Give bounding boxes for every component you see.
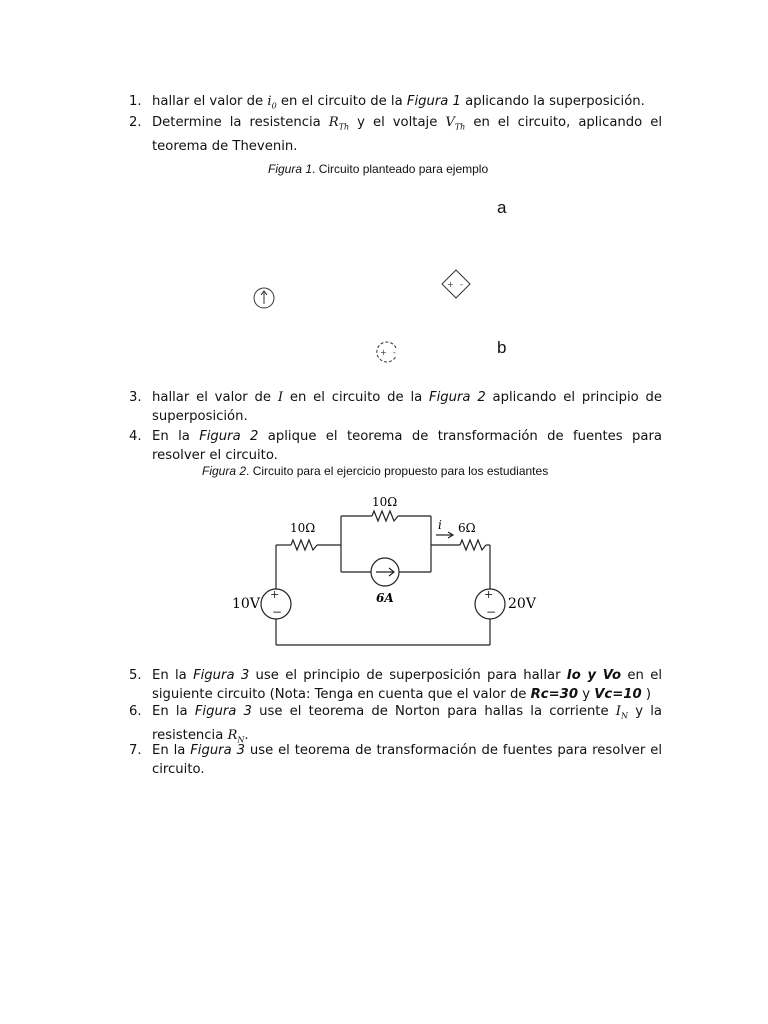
item-number: 6. (129, 704, 142, 719)
item-text: En la Figura 3 use el teorema de Norton para hallas la corriente $I_N$ y la resistencia $R_N$. (152, 704, 662, 745)
svg-text:+: + (447, 280, 454, 289)
current-source-label: 6A (376, 591, 394, 605)
dependent-voltage-source-icon (442, 270, 470, 298)
svg-text:−: − (486, 605, 497, 619)
item-number: 3. (129, 390, 142, 405)
figure-1-circuit (0, 262, 768, 382)
resistor-top (372, 511, 398, 521)
item-text: En la Figura 2 aplique el teorema de transformación de fuentes para resolver el circuito. (152, 429, 662, 463)
voltage-left-label: 10V (232, 596, 260, 612)
svg-text:-: - (393, 348, 396, 357)
resistor-left (291, 540, 317, 550)
current-source-icon (254, 288, 274, 308)
svg-text:+: + (484, 588, 494, 601)
item-number: 4. (129, 429, 142, 444)
resistor-right-label: 6Ω (458, 521, 476, 535)
item-text: hallar el valor de I en el circuito de la Figura 2 aplicando el principio de superposición. (152, 390, 662, 424)
voltage-right-label: 20V (508, 596, 536, 612)
item-text: hallar el valor de $i_0$ en el circuito de la Figura 1 aplicando la superposición. (152, 94, 645, 111)
terminal-b-label: b (497, 338, 507, 357)
resistor-top-label: 10Ω (372, 495, 398, 509)
figure-2-caption: Figura 2. Circuito para el ejercicio propuesto para los estudiantes (202, 464, 549, 478)
svg-text:-: - (460, 280, 463, 289)
item-number: 1. (129, 94, 142, 109)
item-number: 2. (129, 115, 142, 130)
item-number: 7. (129, 743, 142, 758)
svg-text:−: − (272, 605, 283, 619)
figure-2-circuit (0, 490, 768, 660)
svg-text:+: + (270, 588, 280, 601)
item-text: En la Figura 3 use el principio de superposición para hallar Io y Vo en el siguiente circuito (Nota: Tenga en cuenta que el valor de Rc=30 y Vc=10 ) (152, 668, 662, 702)
item-text: Determine la resistencia $R_{Th}$ y el voltaje $V_{Th}$ en el circuito, aplicando el teorema de Thevenin. (152, 115, 662, 154)
svg-text:+: + (380, 348, 387, 357)
terminal-a-label: a (497, 198, 507, 217)
current-label: i (438, 518, 442, 532)
voltage-source-icon (377, 342, 396, 362)
figure-1-caption: Figura 1. Circuito planteado para ejemplo (268, 162, 489, 176)
item-text: En la Figura 3 use el teorema de transformación de fuentes para resolver el circuito. (152, 743, 662, 777)
item-number: 5. (129, 668, 142, 683)
resistor-right (460, 540, 486, 550)
resistor-left-label: 10Ω (290, 521, 316, 535)
